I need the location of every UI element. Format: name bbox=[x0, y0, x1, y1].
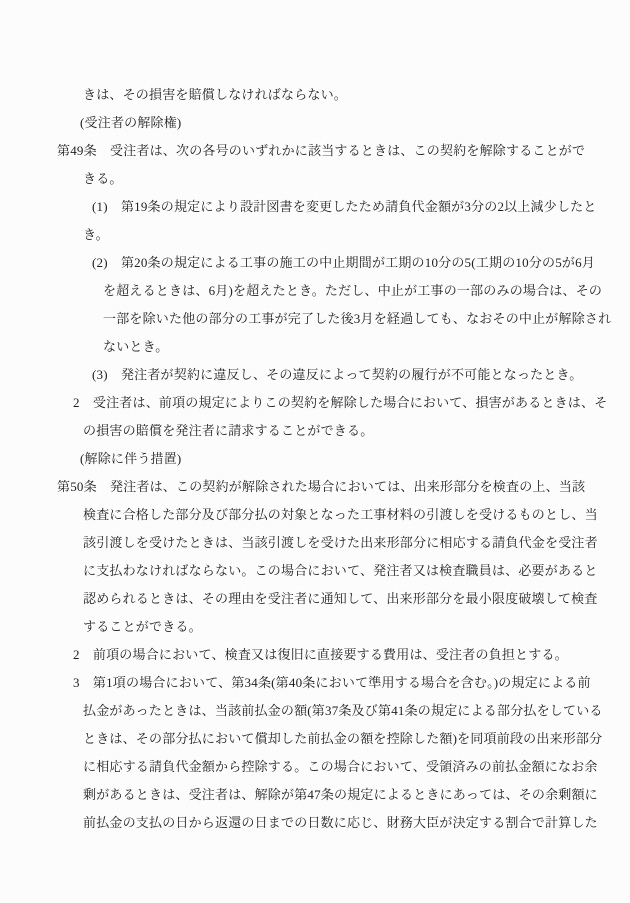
document-line: (1) 第19条の規定により設計図書を変更したため請負代金額が3分の2以上減少したと bbox=[92, 199, 597, 214]
document-body bbox=[0, 81, 630, 837]
document-line: 検査に合格した部分及び部分払の対象となった工事材料の引渡しを受けるものとし、当 bbox=[83, 507, 598, 522]
document-line: (3) 発注者が契約に違反し、その違反によって契約の履行が不可能となったとき。 bbox=[92, 367, 583, 382]
document-line: 払金があったときは、当該前払金の額(第37条及び第41条の規定による部分払をしている bbox=[83, 703, 603, 718]
document-line: 2 前項の場合において、検査又は復旧に直接要する費用は、受注者の負担とする。 bbox=[73, 647, 568, 662]
document-line: の損害の賠償を発注者に請求することができる。 bbox=[83, 423, 374, 438]
document-line: に支払わなければならない。この場合において、発注者又は検査職員は、必要があると bbox=[83, 563, 598, 578]
document-line: ときは、その部分払において償却した前払金の額を控除した額)を同項前段の出来形部分 bbox=[83, 731, 603, 746]
document-line: (解除に伴う措置) bbox=[80, 451, 182, 466]
document-line: 3 第1項の場合において、第34条(第40条において準用する場合を含む。)の規定による前 bbox=[73, 675, 591, 690]
document-line: ないとき。 bbox=[103, 339, 169, 354]
document-line: に相応する請負代金額から控除する。この場合において、受領済みの前払金額になお余 bbox=[83, 759, 598, 774]
document-line: 第49条 受注者は、次の各号のいずれかに該当するときは、この契約を解除することがで bbox=[57, 143, 586, 158]
document-line: 一部を除いた他の部分の工事が完了した後3月を経過しても、なおその中止が解除され bbox=[103, 311, 612, 326]
document-line: することができる。 bbox=[83, 619, 202, 634]
document-line: を超えるときは、6月)を超えたとき。ただし、中止が工事の一部のみの場合は、その bbox=[103, 283, 603, 298]
document-line: 2 受注者は、前項の規定によりこの契約を解除した場合において、損害があるときは、そ bbox=[73, 395, 608, 410]
document-line: 該引渡しを受けたときは、当該引渡しを受けた出来形部分に相応する請負代金を受注者 bbox=[83, 535, 598, 550]
document-line: (受注者の解除権) bbox=[80, 115, 182, 130]
document-line: きは、その損害を賠償しなければならない。 bbox=[83, 87, 348, 102]
document-line: 前払金の支払の日から返還の日までの日数に応じ、財務大臣が決定する割合で計算した bbox=[83, 815, 598, 830]
document-line: 第50条 発注者は、この契約が解除された場合においては、出来形部分を検査の上、当該 bbox=[57, 479, 586, 494]
document-line: 認められるときは、その理由を受注者に通知して、出来形部分を最小限度破壊して検査 bbox=[83, 591, 598, 606]
document-line: きる。 bbox=[83, 171, 123, 186]
document-line: 剰があるときは、受注者は、解除が第47条の規定によるときにあっては、その余剰額に bbox=[83, 787, 598, 802]
document-line: (2) 第20条の規定による工事の施工の中止期間が工期の10分の5(工期の10分の5が6月 bbox=[92, 255, 595, 270]
document-line: き。 bbox=[83, 227, 109, 242]
